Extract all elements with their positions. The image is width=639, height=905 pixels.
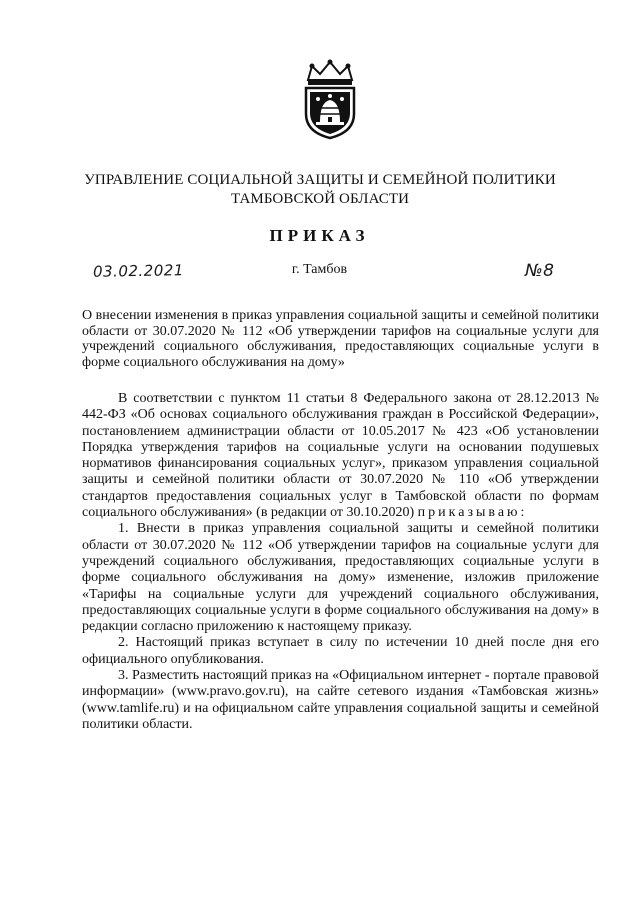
- handwritten-date: 03.02.2021: [92, 261, 185, 281]
- document-body: [82, 391, 599, 733]
- item-3-paragraph: 3. Разместить настоящий приказ на «Официальном интернет - портале правовой информации» (www.pravo.gov.ru), на сайте сетевого издания «Тамбовская жизнь» (www.tamlife.ru) и на официальном сайте управления социальной защиты и семейной политики области.: [82, 668, 599, 732]
- handwritten-number: №8: [525, 261, 555, 281]
- preamble-paragraph: [82, 391, 599, 521]
- item-1-paragraph: 1. Внести в приказ управления социальной защиты и семейной политики области от 30.07.2020 № 112 «Об утверждении тарифов на социальные услуги для учреждений социального обслуживания, предоставляющих социальные услуги в форме социального обслуживания на дому» изменение, изложив приложение «Тарифы на социальные услуги для учреждений социального обслуживания, предоставляющих социальные услуги в форме социального обслуживания на дому» в редакции согласно приложению к настоящему приказу.: [82, 521, 599, 635]
- organization-name-line1: УПРАВЛЕНИЕ СОЦИАЛЬНОЙ ЗАЩИТЫ И СЕМЕЙНОЙ ПОЛИТИКИ: [84, 172, 556, 188]
- document-title: ПРИКАЗ: [269, 226, 370, 245]
- order-word: приказываю:: [417, 505, 528, 521]
- item-2-paragraph: 2. Настоящий приказ вступает в силу по истечении 10 дней после дня его официального опубликования.: [82, 635, 599, 667]
- document-city: г. Тамбов: [291, 262, 348, 277]
- tambov-coat-of-arms-icon: [298, 58, 362, 140]
- document-subject: О внесении изменения в приказ управления социальной защиты и семейной политики области от 30.07.2020 № 112 «Об утверждении тарифов на социальные услуги для учреждений социального обслуживания, предоставляющих социальные услуги в форме социального обслуживания на дому»: [82, 308, 599, 370]
- preamble-text: В соответствии с пунктом 11 статьи 8 Федерального закона от 28.12.2013 № 442-ФЗ «Об основах социального обслуживания граждан в Российской Федерации», постановлением администрации области от 10.05.2017 № 423 «Об установлении Порядка утверждения тарифов на социальные услуги на основании подушевых нормативов финансирования социальных услуг», приказом управления социальной защиты и семейной политики области от 30.07.2020 № 110 «Об утверждении стандартов предоставления социальных услуг в Тамбовской области по формам социального обслуживания» (в редакции от 30.10.2020): [82, 391, 599, 521]
- organization-name-line2: ТАМБОВСКОЙ ОБЛАСТИ: [230, 191, 410, 207]
